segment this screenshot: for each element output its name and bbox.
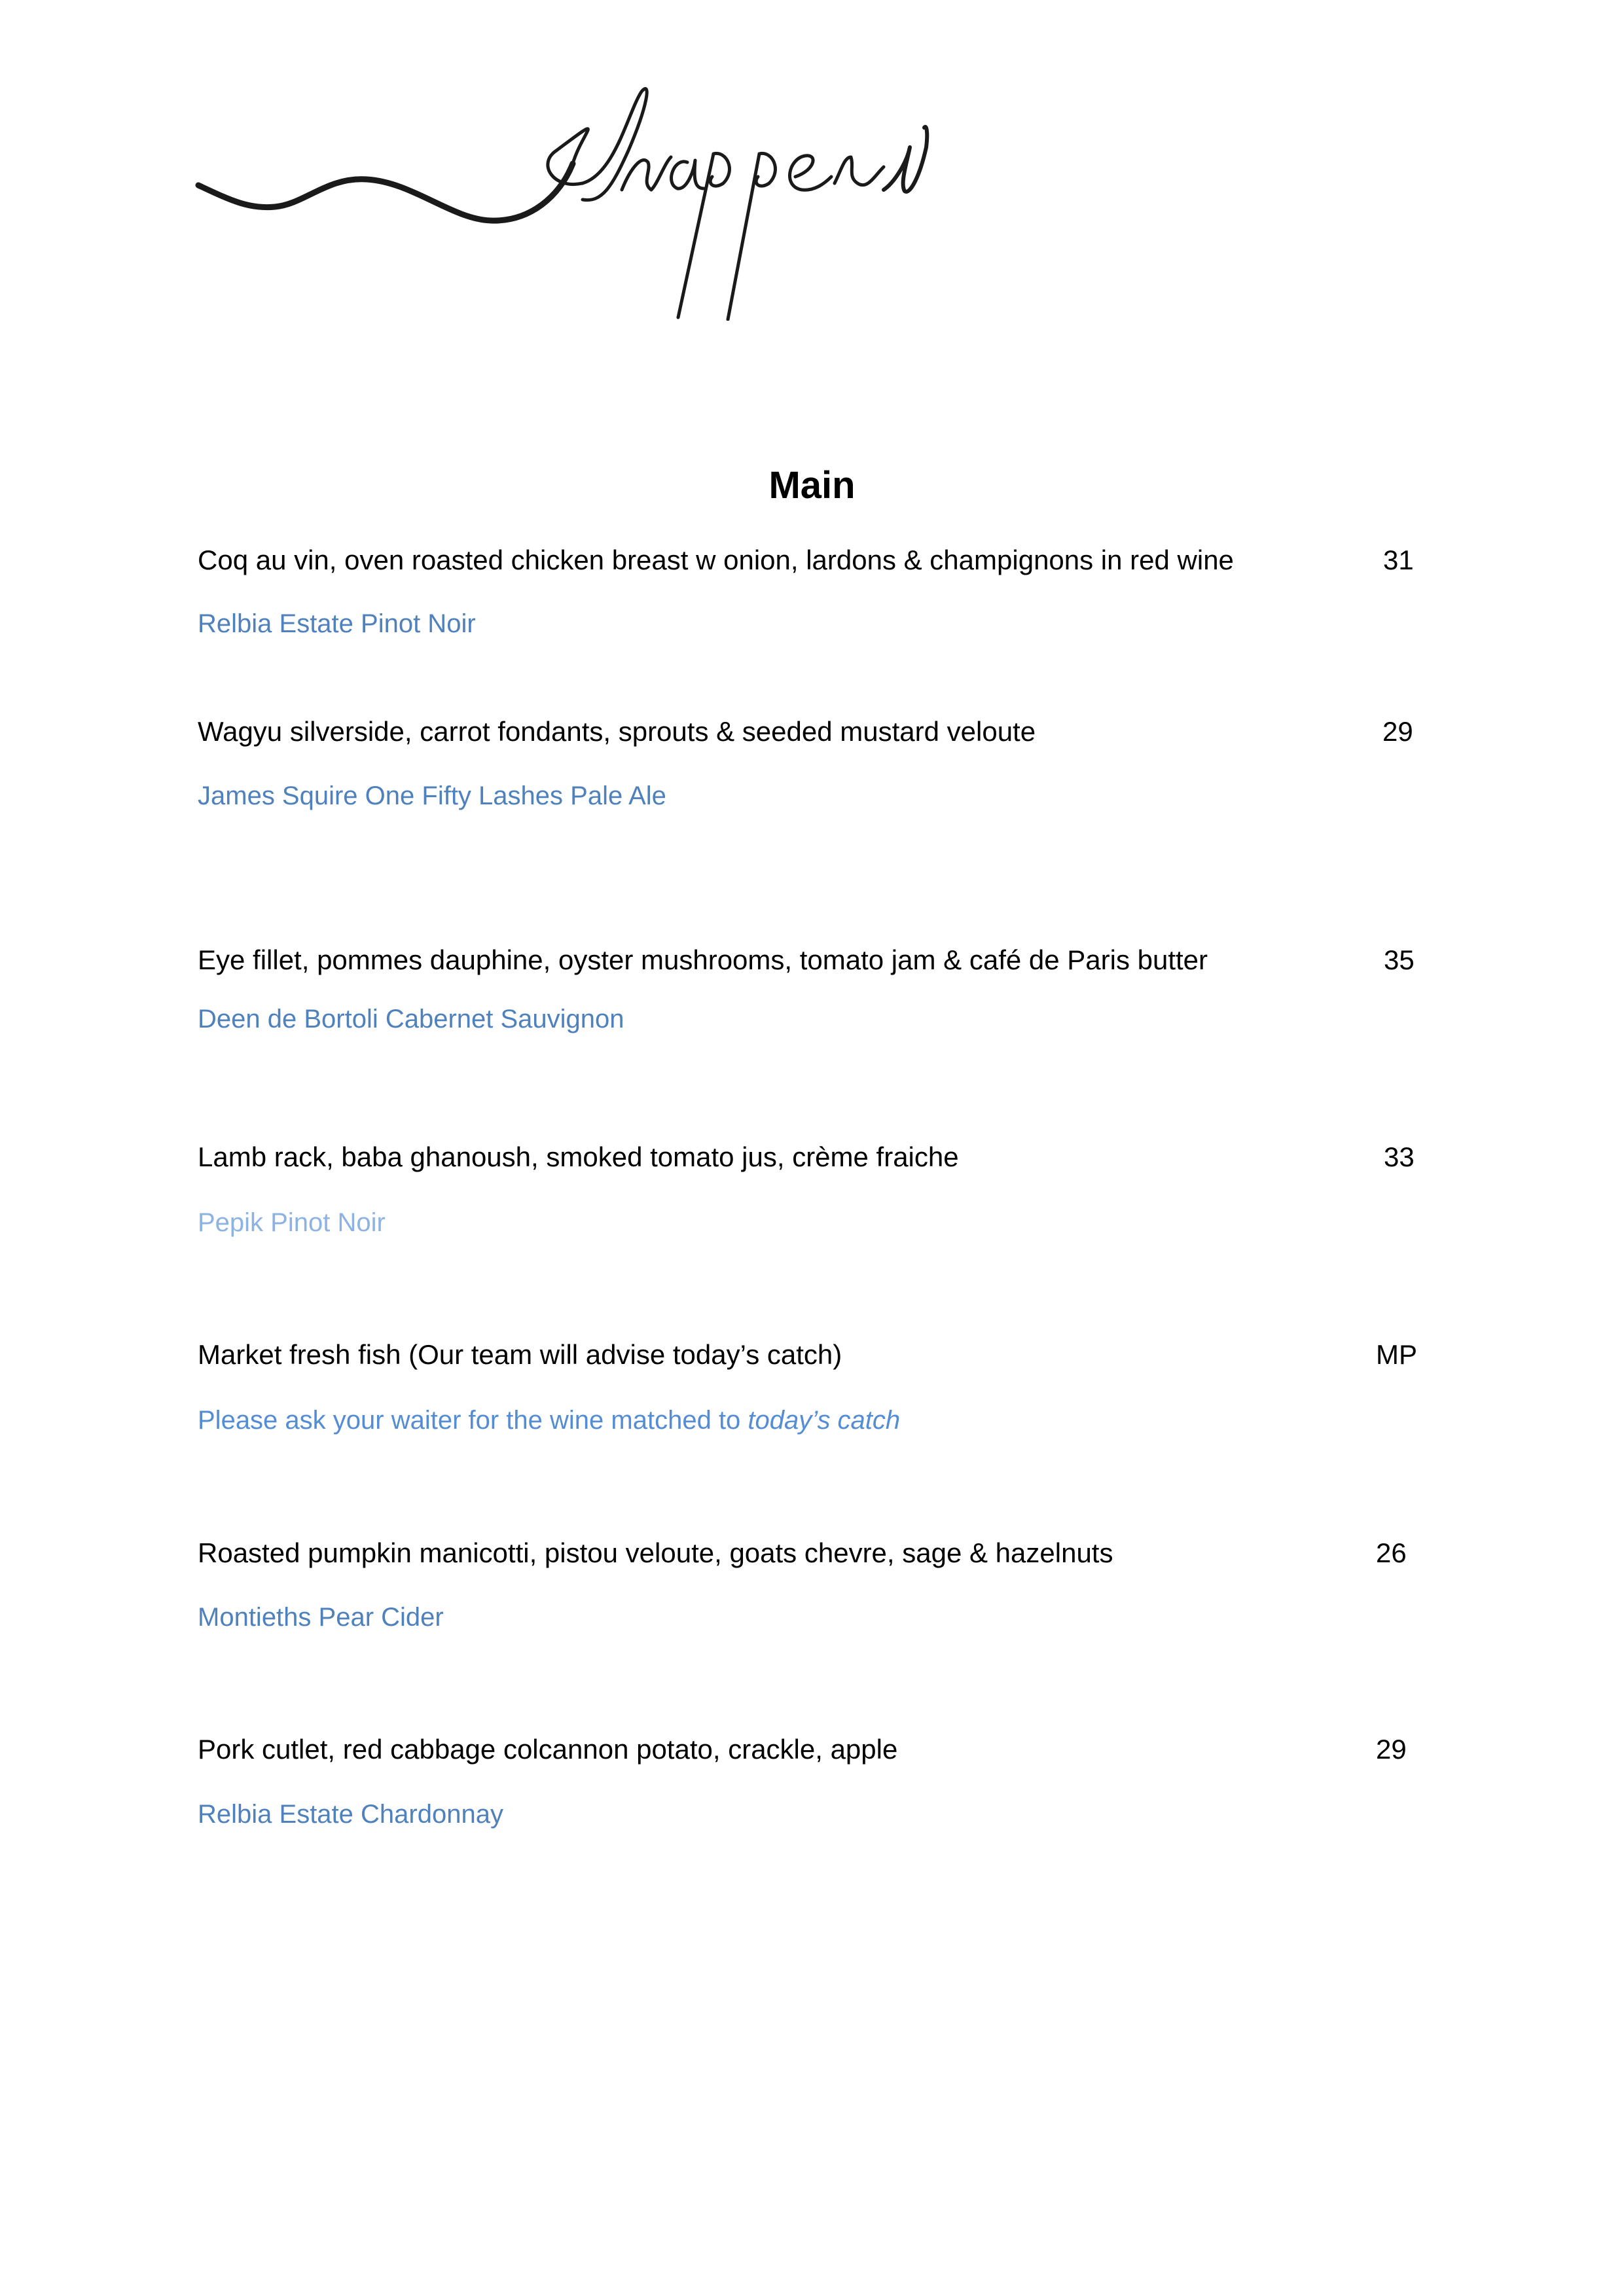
menu-item-price: MP bbox=[1376, 1339, 1417, 1370]
menu-item-pairing: Pepik Pinot Noir bbox=[198, 1208, 386, 1237]
menu-item-pairing bbox=[198, 1407, 900, 1433]
menu-item-pairing: Deen de Bortoli Cabernet Sauvignon bbox=[198, 1005, 624, 1033]
menu-item-pairing: Relbia Estate Pinot Noir bbox=[198, 609, 476, 638]
menu-item-price: 35 bbox=[1384, 944, 1415, 975]
menu-item-name: Eye fillet, pommes dauphine, oyster mushrooms, tomato jam & café de Paris butter bbox=[198, 944, 1208, 975]
menu-item-name: Coq au vin, oven roasted chicken breast w onion, lardons & champignons in red wine bbox=[198, 545, 1234, 575]
pairing-text: Please ask your waiter for the wine matched to bbox=[198, 1406, 748, 1435]
menu-item-name: Wagyu silverside, carrot fondants, sprouts & seeded mustard veloute bbox=[198, 716, 1036, 747]
menu-item-pairing: Relbia Estate Chardonnay bbox=[198, 1800, 503, 1829]
pairing-italic-text: today’s catch bbox=[748, 1406, 901, 1435]
menu-item-name: Roasted pumpkin manicotti, pistou veloute, goats chevre, sage & hazelnuts bbox=[198, 1537, 1113, 1568]
menu-item-price: 29 bbox=[1382, 716, 1413, 747]
section-title: Main bbox=[768, 464, 856, 507]
snappers-logo-icon bbox=[190, 85, 1060, 321]
menu-item-price: 26 bbox=[1376, 1537, 1407, 1568]
menu-item-name: Pork cutlet, red cabbage colcannon potato, crackle, apple bbox=[198, 1734, 898, 1765]
menu-item-name: Lamb rack, baba ghanoush, smoked tomato jus, crème fraiche bbox=[198, 1141, 959, 1172]
menu-item-name: Market fresh fish (Our team will advise today’s catch) bbox=[198, 1339, 842, 1370]
menu-item-price: 31 bbox=[1383, 545, 1414, 575]
menu-item-pairing: James Squire One Fifty Lashes Pale Ale bbox=[198, 781, 666, 810]
menu-item-price: 33 bbox=[1384, 1141, 1415, 1172]
menu-item-pairing: Montieths Pear Cider bbox=[198, 1603, 444, 1632]
menu-item-price: 29 bbox=[1376, 1734, 1407, 1765]
